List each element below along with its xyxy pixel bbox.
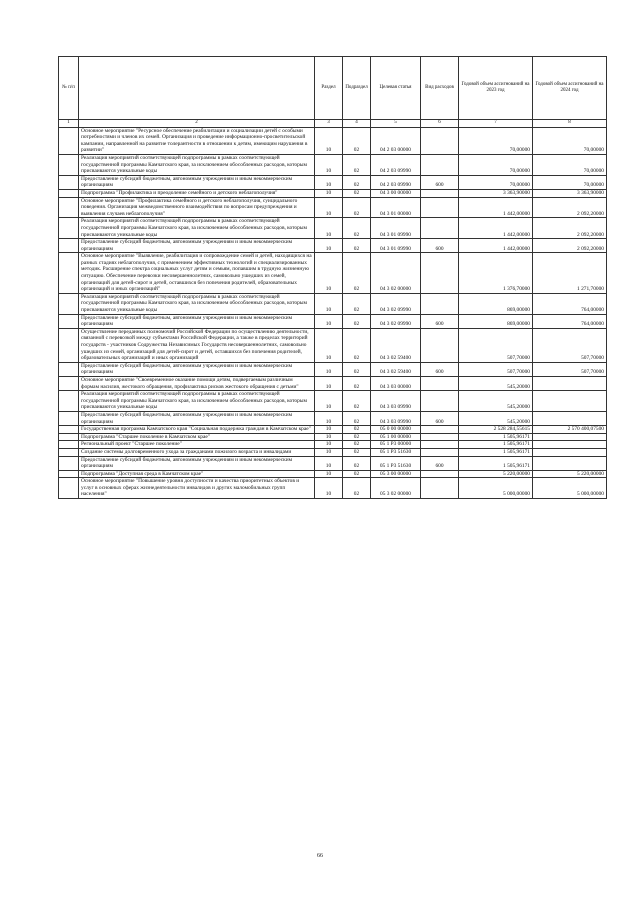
header-razdel: Раздел [315, 57, 343, 120]
row-amount-2024: 507,70000 [533, 328, 607, 362]
row-expense-type [421, 154, 459, 175]
row-description: Региональный проект "Старшее поколение" [79, 441, 315, 449]
row-target-article: 04 3 02 09990 [371, 314, 421, 328]
header-podrazdel: Подраздел [343, 57, 371, 120]
header-num: № п/п [59, 57, 79, 120]
colnum-7: 7 [459, 120, 533, 128]
row-number [59, 154, 79, 175]
row-amount-2023: 1 442,00000 [459, 197, 533, 218]
row-amount-2023: 70,00000 [459, 154, 533, 175]
row-description: Реализация мероприятий соответствующей подпрограммы в рамках соответствующей государственной программы Камчатского края, за исключением обособленных расходов, которым присваиваются уникальные коды [79, 391, 315, 412]
row-amount-2023: 507,70000 [459, 328, 533, 362]
row-amount-2024 [533, 448, 607, 456]
colnum-3: 3 [315, 120, 343, 128]
row-target-article: 05 3 02 00000 [371, 478, 421, 499]
header-csr: Целевая статья [371, 57, 421, 120]
row-target-article: 04 3 03 00000 [371, 376, 421, 390]
row-number [59, 218, 79, 239]
row-podrazdel: 02 [343, 470, 371, 478]
row-description: Реализация мероприятий соответствующей подпрограммы в рамках соответствующей государственной программы Камчатского края, за исключением обособленных расходов, которым присваиваются уникальные коды [79, 293, 315, 314]
row-amount-2023: 5 220,00000 [459, 470, 533, 478]
row-expense-type [421, 470, 459, 478]
row-razdel: 10 [315, 470, 343, 478]
row-number [59, 293, 79, 314]
row-amount-2023: 1 505,96171 [459, 433, 533, 441]
row-expense-type [421, 478, 459, 499]
table-row [59, 376, 607, 390]
row-expense-type [421, 293, 459, 314]
row-expense-type [421, 253, 459, 294]
table-row [59, 218, 607, 239]
row-amount-2024: 1 271,70000 [533, 253, 607, 294]
row-description: Основное мероприятие "Выявление, реабилитация и сопровождение семей и детей, находящихся на разных стадиях неблагополучия, с применением эффективных технологий и специализированных методик. Расширение спектра социальных услуг детям и семьям, попавшим в трудную жизненную ситуацию. Обеспечение перевозки несовершеннолетних, самовольно ушедших из семей, организаций для детей-сирот и детей, оставшихся без попечения родителей, образовательных организаций и иных организаций" [79, 253, 315, 294]
table-row [59, 411, 607, 425]
table-row [59, 391, 607, 412]
row-amount-2024: 70,00000 [533, 127, 607, 154]
row-amount-2023: 869,00000 [459, 293, 533, 314]
table-row [59, 433, 607, 441]
row-amount-2023: 5 000,00000 [459, 478, 533, 499]
colnum-4: 4 [343, 120, 371, 128]
row-podrazdel: 02 [343, 391, 371, 412]
row-number [59, 470, 79, 478]
row-amount-2023: 507,70000 [459, 362, 533, 376]
row-amount-2023: 1 376,70000 [459, 253, 533, 294]
row-razdel: 10 [315, 362, 343, 376]
row-description: Основное мероприятие "Повышение уровня доступности и качества приоритетных объектов и услуг в основных сферах жизнедеятельности инвалидов и других маломобильных групп населения" [79, 478, 315, 499]
row-razdel: 10 [315, 218, 343, 239]
colnum-1: 1 [59, 120, 79, 128]
row-target-article: 04 3 02 59400 [371, 328, 421, 362]
row-podrazdel: 02 [343, 441, 371, 449]
table-row [59, 448, 607, 456]
row-podrazdel: 02 [343, 154, 371, 175]
row-amount-2023: 1 505,96171 [459, 456, 533, 470]
row-amount-2023: 1 442,00000 [459, 239, 533, 253]
table-row [59, 470, 607, 478]
row-target-article: 05 3 00 00000 [371, 470, 421, 478]
row-target-article: 04 2 03 00000 [371, 127, 421, 154]
row-description: Предоставление субсидий бюджетным, автономным учреждениям и иным некоммерческим организациям [79, 362, 315, 376]
row-amount-2024: 5 000,00000 [533, 478, 607, 499]
row-target-article: 05 1 00 00000 [371, 433, 421, 441]
row-podrazdel: 02 [343, 328, 371, 362]
row-number [59, 314, 79, 328]
row-razdel: 10 [315, 239, 343, 253]
page-number: 66 [317, 853, 323, 859]
row-podrazdel: 02 [343, 448, 371, 456]
row-podrazdel: 02 [343, 433, 371, 441]
row-podrazdel: 02 [343, 293, 371, 314]
row-number [59, 433, 79, 441]
row-expense-type [421, 391, 459, 412]
row-description: Подпрограмма "Старшее поколение в Камчатском крае" [79, 433, 315, 441]
row-description: Предоставление субсидий бюджетным, автономным учреждениям и иным некоммерческим организациям [79, 175, 315, 189]
row-description: Предоставление субсидий бюджетным, автономным учреждениям и иным некоммерческим организациям [79, 314, 315, 328]
row-description: Предоставление субсидий бюджетным, автономным учреждениям и иным некоммерческим организациям [79, 411, 315, 425]
row-podrazdel: 02 [343, 376, 371, 390]
row-razdel: 10 [315, 293, 343, 314]
row-number [59, 253, 79, 294]
row-number [59, 411, 79, 425]
row-amount-2024 [533, 391, 607, 412]
row-razdel: 10 [315, 127, 343, 154]
row-razdel: 10 [315, 189, 343, 197]
budget-table [58, 56, 607, 499]
row-razdel: 10 [315, 314, 343, 328]
row-target-article: 05 1 P3 51630 [371, 456, 421, 470]
row-number [59, 175, 79, 189]
row-number [59, 441, 79, 449]
row-number [59, 376, 79, 390]
row-podrazdel: 02 [343, 362, 371, 376]
row-expense-type [421, 448, 459, 456]
row-amount-2024: 2 092,20000 [533, 239, 607, 253]
row-expense-type [421, 197, 459, 218]
row-amount-2024: 507,70000 [533, 362, 607, 376]
row-description: Реализация мероприятий соответствующей подпрограммы в рамках соответствующей государственной программы Камчатского края, за исключением обособленных расходов, которым присваиваются уникальные коды [79, 154, 315, 175]
row-expense-type: 600 [421, 456, 459, 470]
header-2023: Годовой объем ассигнований на 2023 год [459, 57, 533, 120]
row-target-article: 04 2 03 09990 [371, 175, 421, 189]
row-amount-2023: 70,00000 [459, 127, 533, 154]
row-target-article: 04 2 03 09990 [371, 154, 421, 175]
row-razdel: 10 [315, 197, 343, 218]
row-description: Предоставление субсидий бюджетным, автономным учреждениям и иным некоммерческим организациям [79, 456, 315, 470]
colnum-8: 8 [533, 120, 607, 128]
row-target-article: 04 3 01 09990 [371, 239, 421, 253]
row-razdel: 10 [315, 253, 343, 294]
row-target-article: 04 3 01 09990 [371, 218, 421, 239]
table-row [59, 328, 607, 362]
table-row [59, 293, 607, 314]
row-number [59, 328, 79, 362]
row-podrazdel: 02 [343, 218, 371, 239]
row-amount-2023: 70,00000 [459, 175, 533, 189]
row-target-article: 04 3 00 00000 [371, 189, 421, 197]
row-amount-2024: 70,00000 [533, 175, 607, 189]
row-target-article: 05 1 P3 51630 [371, 448, 421, 456]
row-podrazdel: 02 [343, 189, 371, 197]
row-podrazdel: 02 [343, 456, 371, 470]
row-podrazdel: 02 [343, 426, 371, 434]
header-vr: Вид расходов [421, 57, 459, 120]
row-number [59, 127, 79, 154]
row-razdel: 10 [315, 175, 343, 189]
row-number [59, 391, 79, 412]
row-razdel: 10 [315, 441, 343, 449]
row-expense-type: 600 [421, 411, 459, 425]
row-amount-2024 [533, 433, 607, 441]
row-expense-type: 600 [421, 362, 459, 376]
row-podrazdel: 02 [343, 253, 371, 294]
row-expense-type [421, 441, 459, 449]
row-number [59, 197, 79, 218]
row-expense-type [421, 433, 459, 441]
row-amount-2024: 2 570 400,07500 [533, 426, 607, 434]
row-razdel: 10 [315, 456, 343, 470]
row-expense-type [421, 376, 459, 390]
table-header-row [59, 57, 607, 120]
row-razdel: 10 [315, 328, 343, 362]
row-amount-2023: 2 528 284,55615 [459, 426, 533, 434]
row-expense-type: 600 [421, 175, 459, 189]
row-amount-2023: 545,20000 [459, 391, 533, 412]
row-number [59, 362, 79, 376]
row-amount-2023: 869,00000 [459, 314, 533, 328]
row-amount-2024 [533, 411, 607, 425]
row-description: Подпрограмма "Доступная среда в Камчатском крае" [79, 470, 315, 478]
row-description: Государственная программа Камчатского края "Социальная поддержка граждан в Камчатском крае" [79, 426, 315, 434]
row-description: Основное мероприятие "Ресурсное обеспечение реабилитации и социализации детей с особыми потребностями и членов их семей. Организация и проведение информационно-просветительской кампании, направленной на развитие толерантности в отношении к детям, имеющим нарушения в развитии" [79, 127, 315, 154]
row-target-article: 04 3 02 59400 [371, 362, 421, 376]
row-number [59, 448, 79, 456]
row-expense-type [421, 189, 459, 197]
row-amount-2024: 764,00000 [533, 314, 607, 328]
table-row [59, 253, 607, 294]
row-amount-2023: 1 505,96171 [459, 448, 533, 456]
row-target-article: 04 3 03 09990 [371, 411, 421, 425]
row-podrazdel: 02 [343, 197, 371, 218]
row-number [59, 239, 79, 253]
row-podrazdel: 02 [343, 478, 371, 499]
colnum-5: 5 [371, 120, 421, 128]
row-number [59, 189, 79, 197]
row-description: Создание системы долговременного ухода за гражданами пожилого возраста и инвалидами [79, 448, 315, 456]
row-amount-2024: 2 092,20000 [533, 197, 607, 218]
row-podrazdel: 02 [343, 175, 371, 189]
table-row [59, 127, 607, 154]
table-row [59, 478, 607, 499]
row-number [59, 426, 79, 434]
colnum-6: 6 [421, 120, 459, 128]
row-expense-type: 600 [421, 314, 459, 328]
row-amount-2024: 70,00000 [533, 154, 607, 175]
row-description: Подпрограмма "Профилактика и преодоление семейного и детского неблагополучия" [79, 189, 315, 197]
row-expense-type [421, 426, 459, 434]
row-description: Основное мероприятие "Профилактика семейного и детского неблагополучия, суицидального поведения. Организация межведомственного взаимодействия по вопросам предупреждения и выявления случаев неблагополучия" [79, 197, 315, 218]
row-razdel: 10 [315, 154, 343, 175]
row-amount-2024 [533, 376, 607, 390]
table-row [59, 239, 607, 253]
row-amount-2023: 1 442,00000 [459, 218, 533, 239]
header-desc [79, 57, 315, 120]
row-razdel: 10 [315, 411, 343, 425]
row-podrazdel: 02 [343, 127, 371, 154]
row-description: Основное мероприятие "Своевременное оказание помощи детям, подвергаемым различным формам насилия, жестокого обращения, профилактика рисков жестокого обращения с детьми" [79, 376, 315, 390]
table-row [59, 197, 607, 218]
row-podrazdel: 02 [343, 411, 371, 425]
row-target-article: 04 3 02 00000 [371, 253, 421, 294]
table-row [59, 456, 607, 470]
row-razdel: 10 [315, 391, 343, 412]
row-number [59, 456, 79, 470]
row-amount-2024: 3 363,90000 [533, 189, 607, 197]
row-amount-2023: 545,20000 [459, 411, 533, 425]
row-amount-2024 [533, 456, 607, 470]
row-description: Предоставление субсидий бюджетным, автономным учреждениям и иным некоммерческим организациям [79, 239, 315, 253]
row-expense-type: 600 [421, 239, 459, 253]
colnum-2: 2 [79, 120, 315, 128]
row-amount-2023: 545,20000 [459, 376, 533, 390]
row-target-article: 04 3 02 09990 [371, 293, 421, 314]
row-razdel: 10 [315, 478, 343, 499]
table-row [59, 441, 607, 449]
table-row [59, 314, 607, 328]
row-description: Осуществление переданных полномочий Российской Федерации по осуществлению деятельности, связанной с перевозкой между субъектами Российской Федерации, а также в пределах территорий государств - участников Содружества Независимых Государств несовершеннолетних, самовольно ушедших из семей, организаций для детей-сирот и детей, оставшихся без попечения родителей, образовательных организаций и иных организаций [79, 328, 315, 362]
row-amount-2024: 2 092,20000 [533, 218, 607, 239]
row-podrazdel: 02 [343, 314, 371, 328]
table-row [59, 175, 607, 189]
row-razdel: 10 [315, 433, 343, 441]
row-target-article: 04 3 03 09990 [371, 391, 421, 412]
row-amount-2024 [533, 441, 607, 449]
row-description: Реализация мероприятий соответствующей подпрограммы в рамках соответствующей государственной программы Камчатского края, за исключением обособленных расходов, которым присваиваются уникальные коды [79, 218, 315, 239]
row-target-article: 05 1 P3 00000 [371, 441, 421, 449]
row-target-article: 04 3 01 00000 [371, 197, 421, 218]
row-razdel: 10 [315, 448, 343, 456]
row-number [59, 478, 79, 499]
table-row [59, 189, 607, 197]
row-target-article: 05 0 00 00000 [371, 426, 421, 434]
row-expense-type [421, 218, 459, 239]
row-amount-2024: 5 220,00000 [533, 470, 607, 478]
row-podrazdel: 02 [343, 239, 371, 253]
row-amount-2024: 764,00000 [533, 293, 607, 314]
table-row [59, 362, 607, 376]
row-expense-type [421, 328, 459, 362]
header-2024: Годовой объем ассигнований на 2024 год [533, 57, 607, 120]
table-row [59, 154, 607, 175]
row-razdel: 10 [315, 426, 343, 434]
row-amount-2023: 3 363,90000 [459, 189, 533, 197]
column-number-row [59, 120, 607, 128]
row-amount-2023: 1 505,96171 [459, 441, 533, 449]
row-expense-type [421, 127, 459, 154]
row-razdel: 10 [315, 376, 343, 390]
table-row [59, 426, 607, 434]
